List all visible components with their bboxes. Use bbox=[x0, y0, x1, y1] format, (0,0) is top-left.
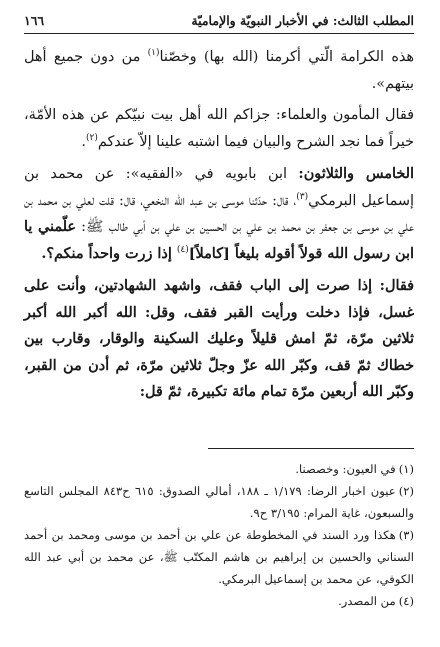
main-text bbox=[24, 44, 414, 411]
footnote-ref-1[interactable]: (١) bbox=[147, 48, 160, 59]
paragraph-3 bbox=[24, 161, 414, 267]
section-title: المطلب الثالث: في الأخبار النبويّة والإماميّة bbox=[191, 13, 414, 28]
footnote-number: (٣) bbox=[398, 528, 414, 542]
paragraph-4-text: فقال: إذا صرت إلى الباب فقف، واشهد الشهادتين، وأنت على غسل، فإذا دخلت ورأيت القبر فقف، وقل: الله أكبر الله أكبر ثلاثين مرّة، ثمّ امش قليلاً وعليك السكينة والوقار، وقارب بين خطاك ثمّ قف، وكبّر الله عزّ وجلّ ثلاثين مرّة، ثم أدن من القبر، وكبّر الله أربعين مرّة تمام مائة تكبيرة، ثمّ قل: bbox=[24, 277, 414, 400]
footnote-text: من المصدر. bbox=[338, 594, 396, 608]
running-header bbox=[24, 11, 414, 34]
footnote-2 bbox=[24, 480, 414, 524]
paragraph-1-text: هذه الكرامة الّتي أكرمنا (الله بها) وخصّنا bbox=[159, 49, 415, 65]
footnote-3 bbox=[24, 524, 414, 590]
paragraph-3-mid: ، قال: حدّثنا موسى بن عبد الله النخعي، قال: قلت لعلي بن محمد بن علي بن موسى بن جعفر بن محمد بن علي بن الحسين بن علي بن أبي طالب ﷺ: bbox=[24, 192, 414, 235]
footnote-number: (٤) bbox=[398, 594, 414, 608]
paragraph-1 bbox=[24, 44, 414, 97]
paragraph-2 bbox=[24, 102, 414, 155]
footnote-text: هكذا ورد السند في المخطوطة عن علي بن أحمد بن موسى ومحمد بن أحمد السناني والحسين بن إبراهيم بن هاشم المكتّب ﷺ، عن محمد بن أبي عبد الله الكوفي، عن محمد بن إسماعيل البرمكي. bbox=[24, 528, 414, 586]
paragraph-4 bbox=[24, 273, 414, 406]
paragraph-2-text: فقال المأمون والعلماء: جزاكم الله أهل بيت نبيّكم عن هذه الأمّة، خيراً فما نجد الشرح والبيان فيما اشتبه علينا إلاّ عندكم bbox=[24, 107, 414, 150]
quote-end: إذا زرت واحداً منكم؟. bbox=[41, 244, 177, 262]
footnote-4 bbox=[24, 590, 414, 612]
footnotes bbox=[24, 458, 414, 612]
hadith-heading: الخامس والثلاثون: bbox=[298, 165, 415, 182]
paragraph-1-end: من دون جميع أهل بيتهم». bbox=[24, 49, 414, 92]
footnote-separator bbox=[208, 448, 414, 449]
paragraph-2-end: . bbox=[81, 133, 86, 150]
footnote-ref-4[interactable]: (٤) bbox=[176, 244, 189, 255]
footnote-1 bbox=[24, 458, 414, 480]
footnote-text: عيون اخبار الرضا: ١/١٧٩ ـ ١٨٨، أمالي الصدوق: ٦١٥ ح٨٤٣ المجلس التاسع والسبعون، غاية المرام: ٣/١٩٥ ح٩. bbox=[24, 484, 414, 520]
footnote-number: (١) bbox=[398, 462, 414, 476]
paragraph-3-text: ابن بابويه في «الفقيه»: عن محمد بن إسماعيل البرمكي bbox=[24, 166, 414, 209]
footnote-number: (٢) bbox=[398, 484, 414, 498]
page-number: ١٦٦ bbox=[24, 13, 45, 28]
footnote-ref-2[interactable]: (٢) bbox=[86, 132, 98, 143]
quote-text: علّمني يا ابن رسول الله قولاً أقوله بليغاً [كاملاً] bbox=[24, 218, 414, 262]
footnote-ref-3[interactable]: (٣) bbox=[296, 191, 309, 202]
footnote-text: في العيون: وخصصنا. bbox=[295, 462, 396, 476]
